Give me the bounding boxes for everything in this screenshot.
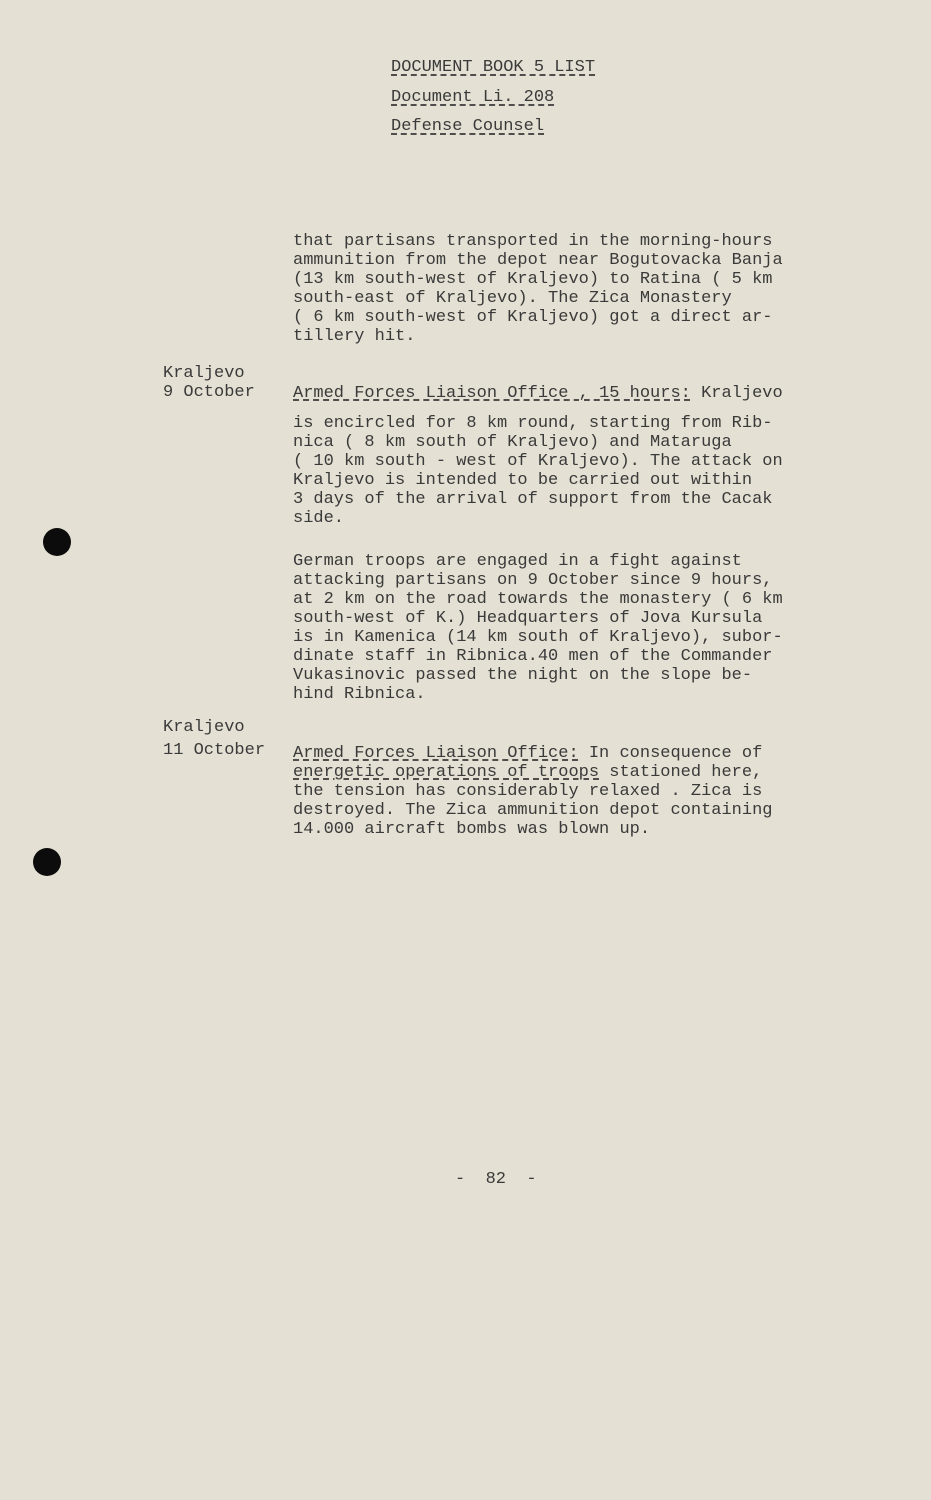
entry1-heading: Armed Forces Liaison Office , 15 hours: <box>293 384 691 403</box>
margin-place-2: Kraljevo <box>163 718 245 737</box>
header-title: DOCUMENT BOOK 5 LIST <box>391 58 596 77</box>
margin-date-2: 11 October <box>163 741 266 760</box>
entry1-heading-line <box>293 384 783 403</box>
margin-date-1: 9 October <box>163 383 255 402</box>
entry1-heading-tail: Kraljevo <box>690 384 783 403</box>
entry2-operations-text: energetic operations of troops <box>293 763 600 782</box>
entry2-body-first-line <box>293 763 762 782</box>
binder-hole-top <box>43 528 71 556</box>
entry2-heading-tail: In consequence of <box>578 744 763 763</box>
binder-hole-bottom <box>33 848 61 876</box>
header-document-number: Document Li. 208 <box>391 88 555 107</box>
entry2-heading: Armed Forces Liaison Office: <box>293 744 579 763</box>
margin-place-1: Kraljevo <box>163 364 245 383</box>
paragraph-partisans-ammunition: that partisans transported in the morning-hours ammunition from the depot near Bogutovacka Banja (13 km south-west of Kraljevo) to Ratina ( 5 km south-east of Kraljevo). The Zica Monastery ( 6 km south-west of Kraljevo) got a direct ar- tillery hit. <box>293 232 783 346</box>
entry2-heading-line <box>293 744 762 763</box>
header-counsel: Defense Counsel <box>391 117 545 136</box>
entry2-body: the tension has considerably relaxed . Zica is destroyed. The Zica ammunition depot containing 14.000 aircraft bombs was blown up. <box>293 782 773 839</box>
entry1-body: is encircled for 8 km round, starting from Rib- nica ( 8 km south of Kraljevo) and Mataruga ( 10 km south - west of Kraljevo). The attack on Kraljevo is intended to be carried out within 3 days of the arrival of support from the Cacak side. <box>293 414 783 528</box>
entry2-first-line-tail: stationed here, <box>599 763 763 782</box>
page-number: - 82 - <box>455 1170 537 1189</box>
paragraph-german-troops: German troops are engaged in a fight against attacking partisans on 9 October since 9 hours, at 2 km on the road towards the monastery ( 6 km south-west of K.) Headquarters of Jova Kursula is in Kamenica (14 km south of Kraljevo), subor- dinate staff in Ribnica.40 men of the Commander Vukasinovic passed the night on the slope be- hind Ribnica. <box>293 552 783 704</box>
